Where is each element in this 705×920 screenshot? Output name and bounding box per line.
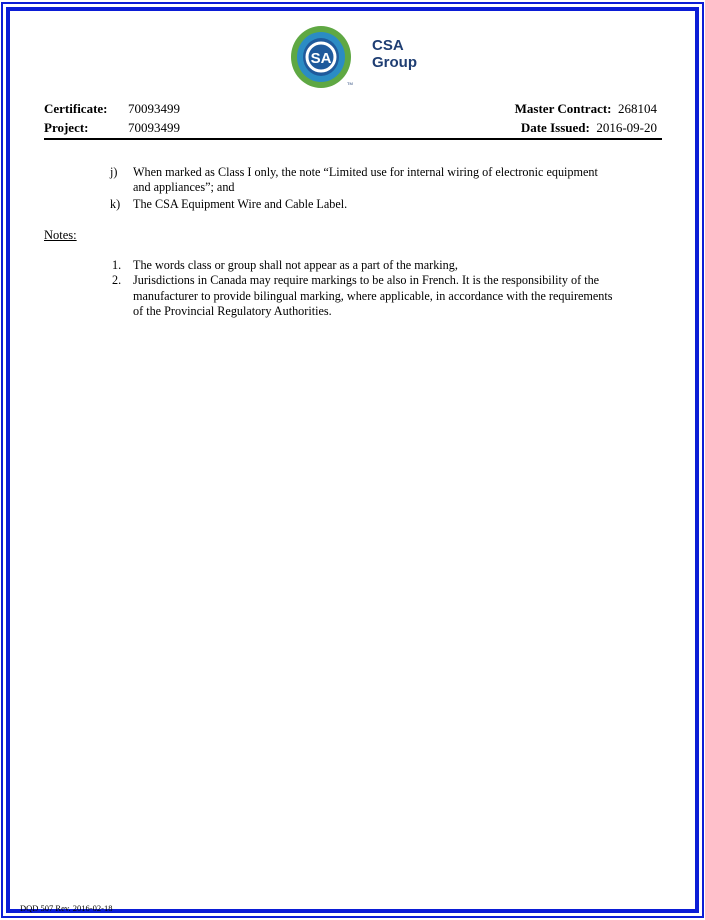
certificate-value: 70093499 — [128, 101, 180, 116]
certificate-label: Certificate: — [44, 101, 108, 116]
date-issued-value: 2016-09-20 — [596, 120, 657, 135]
list-marker: j) — [110, 165, 118, 179]
document-footer: DQD 507 Rev. 2016-02-18 — [20, 903, 113, 913]
note-text-line: manufacturer to provide bilingual marking, where applicable, in accordance with the requirements — [133, 288, 613, 303]
master-contract-label: Master Contract: — [514, 101, 612, 116]
logo-tm: TM — [347, 81, 353, 86]
notes-heading: Notes: — [44, 228, 77, 242]
note-text-line: The words class or group shall not appear as a part of the marking, — [133, 258, 458, 272]
master-contract — [515, 101, 657, 117]
header-rule — [44, 138, 662, 140]
page-border-inner — [6, 7, 699, 913]
list-text-line: When marked as Class I only, the note “Limited use for internal wiring of electronic equipment — [133, 165, 598, 179]
list-marker: k) — [110, 197, 121, 211]
note-text-line: Jurisdictions in Canada may require markings to be also in French. It is the responsibility of the — [133, 273, 600, 287]
list-text-line: The CSA Equipment Wire and Cable Label. — [133, 197, 348, 211]
list-text-line: and appliances”; and — [133, 180, 235, 194]
logo-emblem-letters: SA — [310, 50, 332, 67]
note-marker: 1. — [112, 258, 122, 272]
date-issued — [521, 120, 657, 136]
logo-wordmark — [372, 37, 417, 71]
note-marker: 2. — [112, 273, 122, 287]
logo-sub: Group — [372, 54, 417, 71]
note-text-line: of the Provincial Regulatory Authorities. — [133, 304, 332, 318]
logo-brand: CSA — [372, 37, 404, 54]
project-label: Project: — [44, 120, 89, 135]
project-value: 70093499 — [128, 120, 180, 135]
master-contract-value: 268104 — [618, 101, 657, 116]
date-issued-label: Date Issued: — [520, 120, 590, 135]
